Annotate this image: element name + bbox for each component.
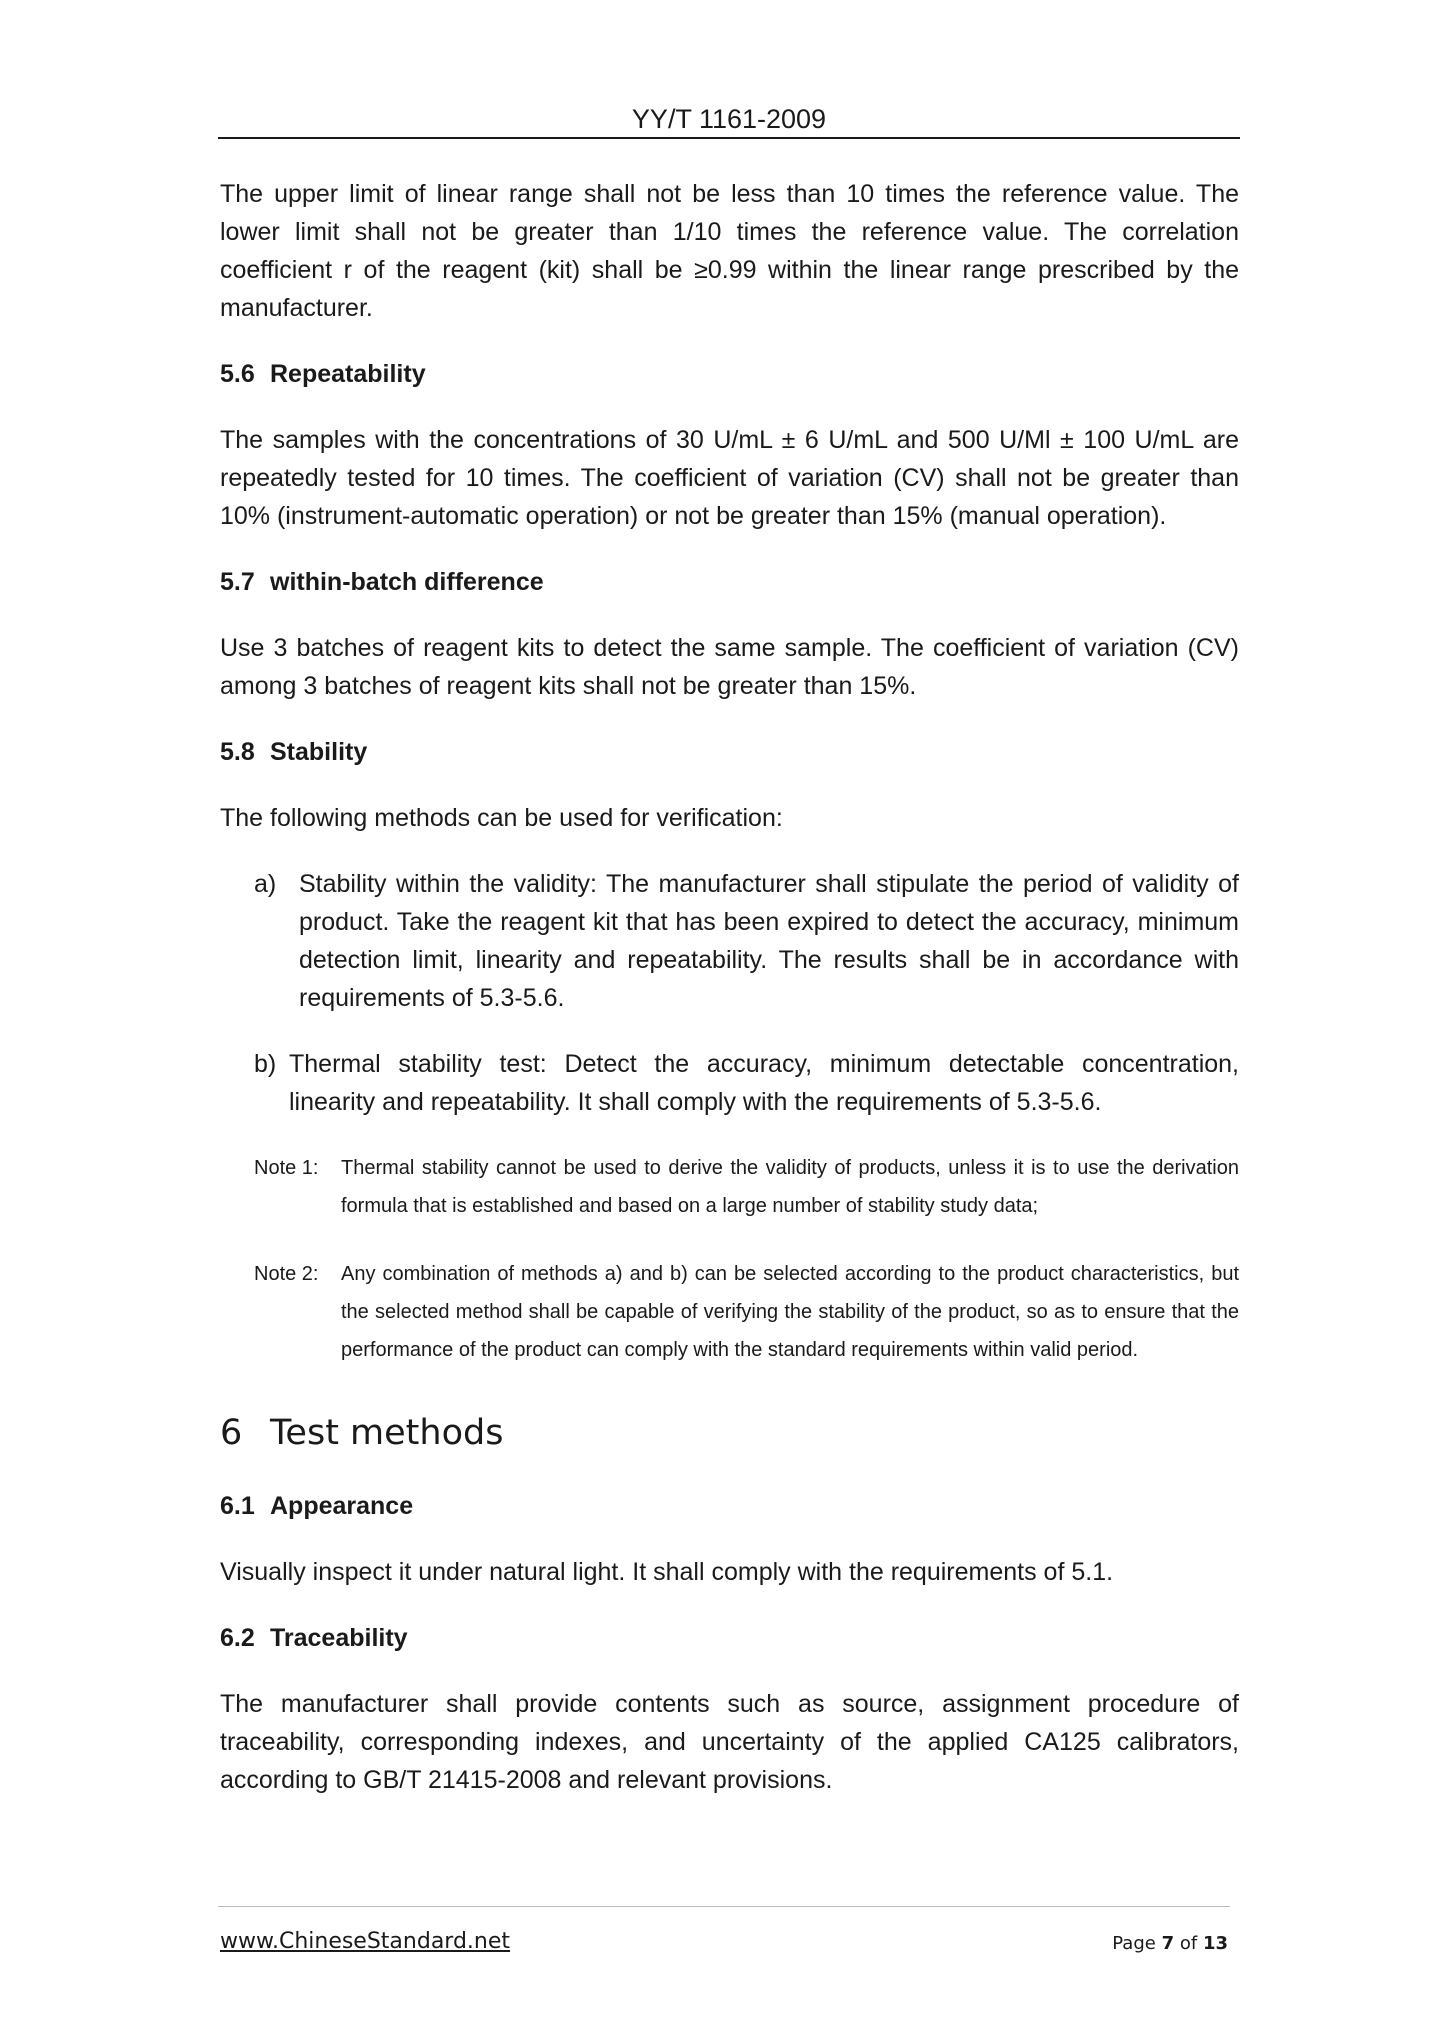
page-of: of bbox=[1179, 1933, 1198, 1954]
chapter-6-heading bbox=[220, 1411, 1239, 1455]
section-5-6-text: The samples with the concentrations of 30 U/mL ± 6 U/mL and 500 U/Ml ± 100 U/mL are repeatedly tested for 10 times. The coefficient of variation (CV) shall not be greater than 10% (instrument-automatic operation) or not be greater than 15% (manual operation). bbox=[220, 426, 1239, 530]
list-marker: a) bbox=[254, 870, 277, 898]
section-title: Traceability bbox=[270, 1624, 408, 1652]
section-6-1-text: Visually inspect it under natural light. It shall comply with the requirements of 5.1. bbox=[220, 1558, 1114, 1586]
list-item-a bbox=[220, 865, 1239, 1017]
section-5-6-heading bbox=[220, 355, 1239, 393]
section-title: Repeatability bbox=[270, 360, 426, 388]
note-text: Thermal stability cannot be used to derive the validity of products, unless it is to use the derivation formula that is established and based on a large number of stability study data; bbox=[341, 1157, 1239, 1217]
page-current: 7 bbox=[1161, 1933, 1175, 1954]
section-5-7-heading bbox=[220, 563, 1239, 601]
list-marker: b) bbox=[254, 1050, 277, 1078]
page-indicator bbox=[1112, 1931, 1228, 1957]
footer-divider bbox=[218, 1906, 1230, 1907]
section-5-8-text: The following methods can be used for verification: bbox=[220, 804, 783, 832]
website-link[interactable]: www.ChineseStandard.net bbox=[220, 1929, 511, 1954]
section-6-2-heading bbox=[220, 1619, 1239, 1657]
page-label: Page bbox=[1112, 1933, 1156, 1954]
page-total: 13 bbox=[1202, 1933, 1228, 1954]
section-5-7-text: Use 3 batches of reagent kits to detect the same sample. The coefficient of variation (CV) among 3 batches of reagent kits shall not be greater than 15%. bbox=[220, 634, 1239, 700]
section-title: Appearance bbox=[270, 1492, 414, 1520]
section-number: 6.1 bbox=[220, 1492, 255, 1520]
chapter-title: Test methods bbox=[270, 1413, 504, 1453]
note-2 bbox=[220, 1255, 1239, 1369]
header-divider bbox=[218, 137, 1240, 139]
note-marker: Note 1: bbox=[254, 1157, 319, 1179]
page-content bbox=[220, 175, 1239, 1799]
document-code: YY/T 1161-2009 bbox=[631, 104, 827, 134]
section-number: 5.6 bbox=[220, 360, 255, 388]
section-number: 5.8 bbox=[220, 738, 255, 766]
note-1 bbox=[220, 1149, 1239, 1225]
list-item-text: Thermal stability test: Detect the accuracy, minimum detectable concentration, linearity and repeatability. It shall comply with the requirements of 5.3-5.6. bbox=[289, 1050, 1239, 1116]
section-5-8-heading bbox=[220, 733, 1239, 771]
intro-paragraph: The upper limit of linear range shall not be less than 10 times the reference value. The lower limit shall not be greater than 1/10 times the reference value. The correlation coefficient r of the reagent (kit) shall be ≥0.99 within the linear range prescribed by the manufacturer. bbox=[220, 180, 1239, 322]
section-title: Stability bbox=[270, 738, 368, 766]
section-number: 5.7 bbox=[220, 568, 255, 596]
list-item-text: Stability within the validity: The manufacturer shall stipulate the period of validity of product. Take the reagent kit that has been expired to detect the accuracy, minimum detection limit, linearity and repeatability. The results shall be in accordance with requirements of 5.3-5.6. bbox=[299, 870, 1239, 1012]
section-6-2-text: The manufacturer shall provide contents such as source, assignment procedure of traceability, corresponding indexes, and uncertainty of the applied CA125 calibrators, according to GB/T 21415-2008 and relevant provisions. bbox=[220, 1690, 1239, 1794]
chapter-number: 6 bbox=[220, 1413, 243, 1453]
section-title: within-batch difference bbox=[270, 568, 544, 596]
section-6-1-heading bbox=[220, 1487, 1239, 1525]
note-text: Any combination of methods a) and b) can be selected according to the product characteristics, but the selected method shall be capable of verifying the stability of the product, so as to ensure that the performance of the product can comply with the standard requirements within valid period. bbox=[341, 1263, 1239, 1361]
list-item-b bbox=[220, 1045, 1239, 1121]
section-number: 6.2 bbox=[220, 1624, 255, 1652]
note-marker: Note 2: bbox=[254, 1263, 319, 1285]
